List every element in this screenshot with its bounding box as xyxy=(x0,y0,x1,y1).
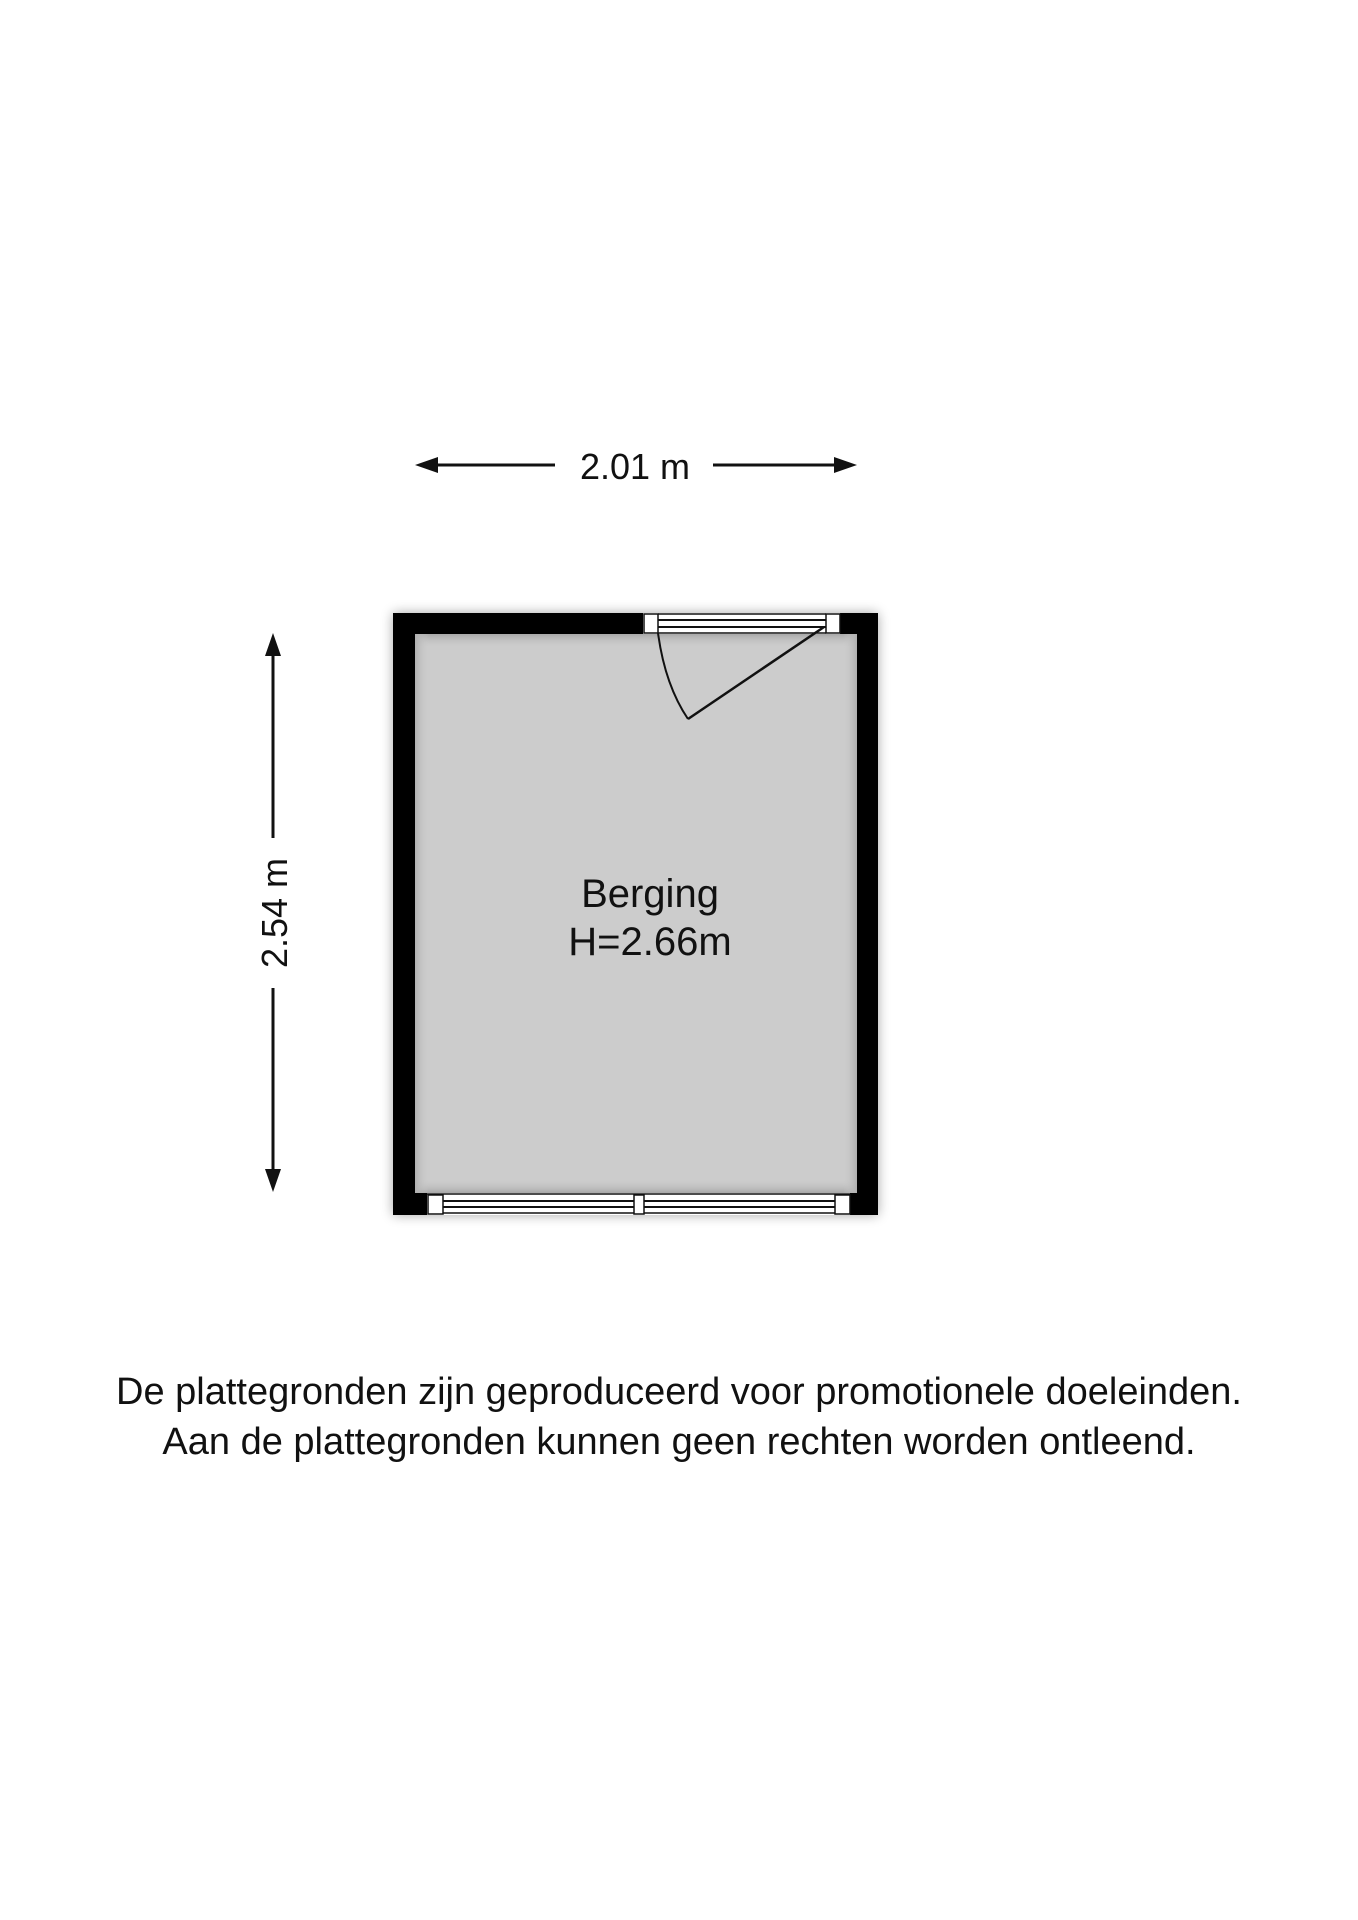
room-berging xyxy=(393,613,878,1215)
disclaimer-line-2: Aan de plattegronden kunnen geen rechten worden ontleend. xyxy=(162,1421,1196,1463)
door-jamb-left xyxy=(644,614,658,633)
arrow-up-icon xyxy=(265,633,281,656)
window xyxy=(427,1193,850,1215)
window-jamb-right xyxy=(835,1195,850,1214)
window-jamb-left xyxy=(428,1195,443,1214)
arrow-down-icon xyxy=(265,1169,281,1192)
door-jamb-right xyxy=(826,614,840,633)
width-dimension xyxy=(415,446,857,487)
room-height: H=2.66m xyxy=(568,920,732,964)
window-mullion xyxy=(634,1195,644,1214)
floor-shade-right xyxy=(843,634,857,1193)
room-name: Berging xyxy=(581,872,719,916)
width-label: 2.01 m xyxy=(579,446,691,487)
depth-label: 2.54 m xyxy=(254,857,295,969)
floor-shade-left xyxy=(415,634,429,1193)
floor-shade-bottom xyxy=(415,1179,857,1193)
depth-dimension xyxy=(254,633,295,1192)
floor-shade-top xyxy=(415,634,857,648)
arrow-right-icon xyxy=(834,457,857,473)
door-opening xyxy=(643,613,840,634)
arrow-left-icon xyxy=(415,457,438,473)
disclaimer-line-1: De plattegronden zijn geproduceerd voor promotionele doeleinden. xyxy=(116,1371,1242,1413)
